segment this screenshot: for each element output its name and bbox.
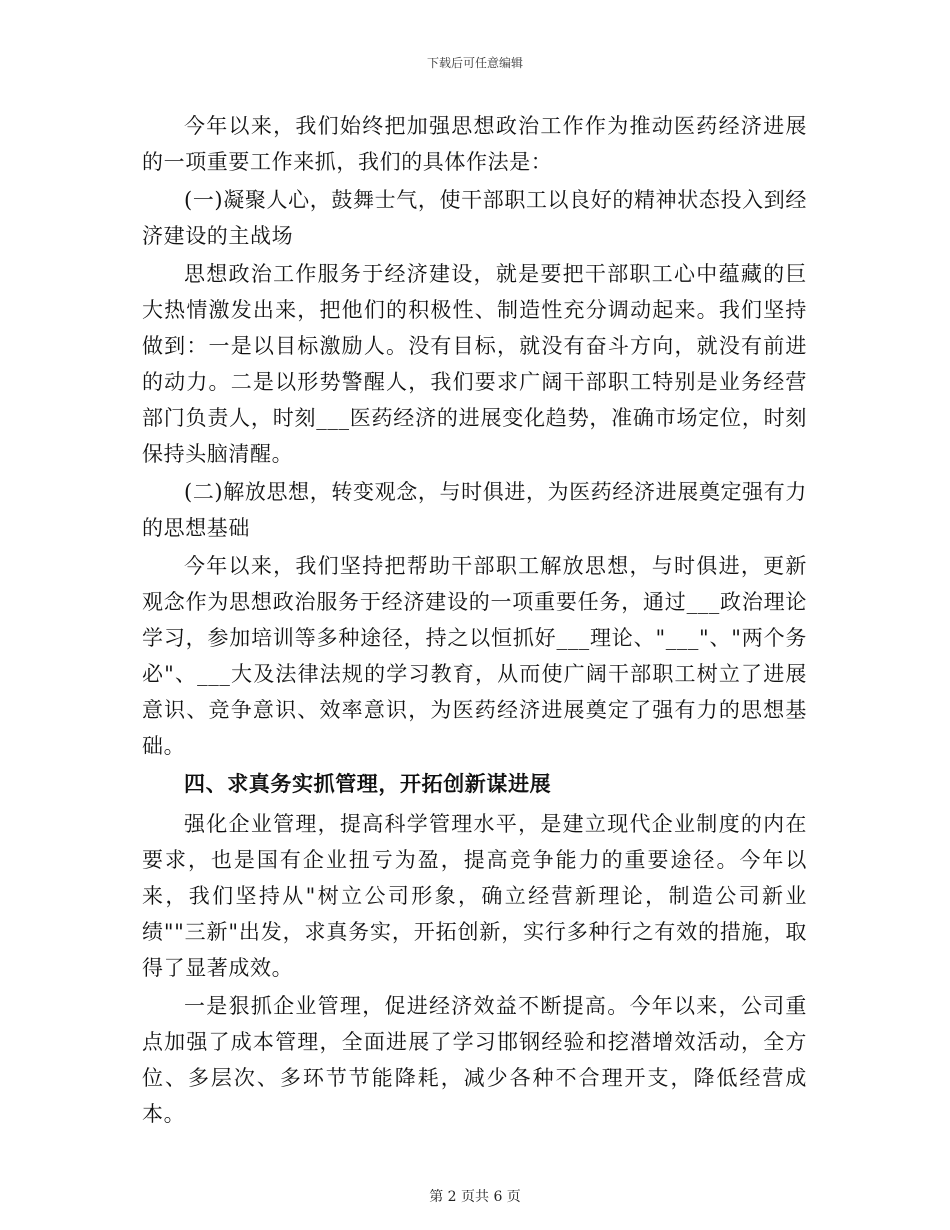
paragraph-liberate-thought: 今年以来，我们坚持把帮助干部职工解放思想，与时俱进，更新观念作为思想政治服务于经济建设的一项重要任务，通过___政治理论学习，参加培训等多种途径，持之以恒抓好___理论、"___"、"两个务必"、___大及法律法规的学习教育，从而使广阔干部职工树立了进展意识、竞争意识、效率意识，为医药经济进展奠定了强有力的思想基础。: [142, 554, 807, 758]
paragraph-cost-control: 一是狠抓企业管理，促进经济效益不断提高。今年以来，公司重点加强了成本管理，全面进展了学习邯钢经验和挖潜增效活动，全方位、多层次、多环节节能降耗，减少各种不合理开支，降低经营成本。: [142, 994, 807, 1126]
section-heading-four: 四、求真务实抓管理，开拓创新谋进展: [184, 772, 552, 796]
document-body: [142, 108, 807, 1134]
page-header: 下载后可任意编辑: [426, 56, 523, 70]
page-footer: 第 2 页共 6 页: [429, 1189, 521, 1205]
subheading-one: (一)凝聚人心，鼓舞士气，使干部职工以良好的精神状态投入到经济建设的主战场: [142, 188, 807, 248]
paragraph-political-work: 思想政治工作服务于经济建设，就是要把干部职工心中蕴藏的巨大热情激发出来，把他们的积极性、制造性充分调动起来。我们坚持做到：一是以目标激励人。没有目标，就没有奋斗方向，就没有前进的动力。二是以形势警醒人，我们要求广阔干部职工特别是业务经营部门负责人，时刻___医药经济的进展变化趋势，准确市场定位，时刻保持头脑清醒。: [142, 262, 807, 466]
subheading-two: (二)解放思想，转变观念，与时俱进，为医药经济进展奠定强有力的思想基础: [142, 480, 807, 540]
paragraph-management: 强化企业管理，提高科学管理水平，是建立现代企业制度的内在要求，也是国有企业扭亏为盈，提高竞争能力的重要途径。今年以来，我们坚持从"树立公司形象，确立经营新理论，制造公司新业绩""三新"出发，求真务实，开拓创新，实行多种行之有效的措施，取得了显著成效。: [142, 812, 807, 980]
paragraph-intro: 今年以来，我们始终把加强思想政治工作作为推动医药经济进展的一项重要工作来抓，我们的具体作法是：: [142, 114, 807, 174]
